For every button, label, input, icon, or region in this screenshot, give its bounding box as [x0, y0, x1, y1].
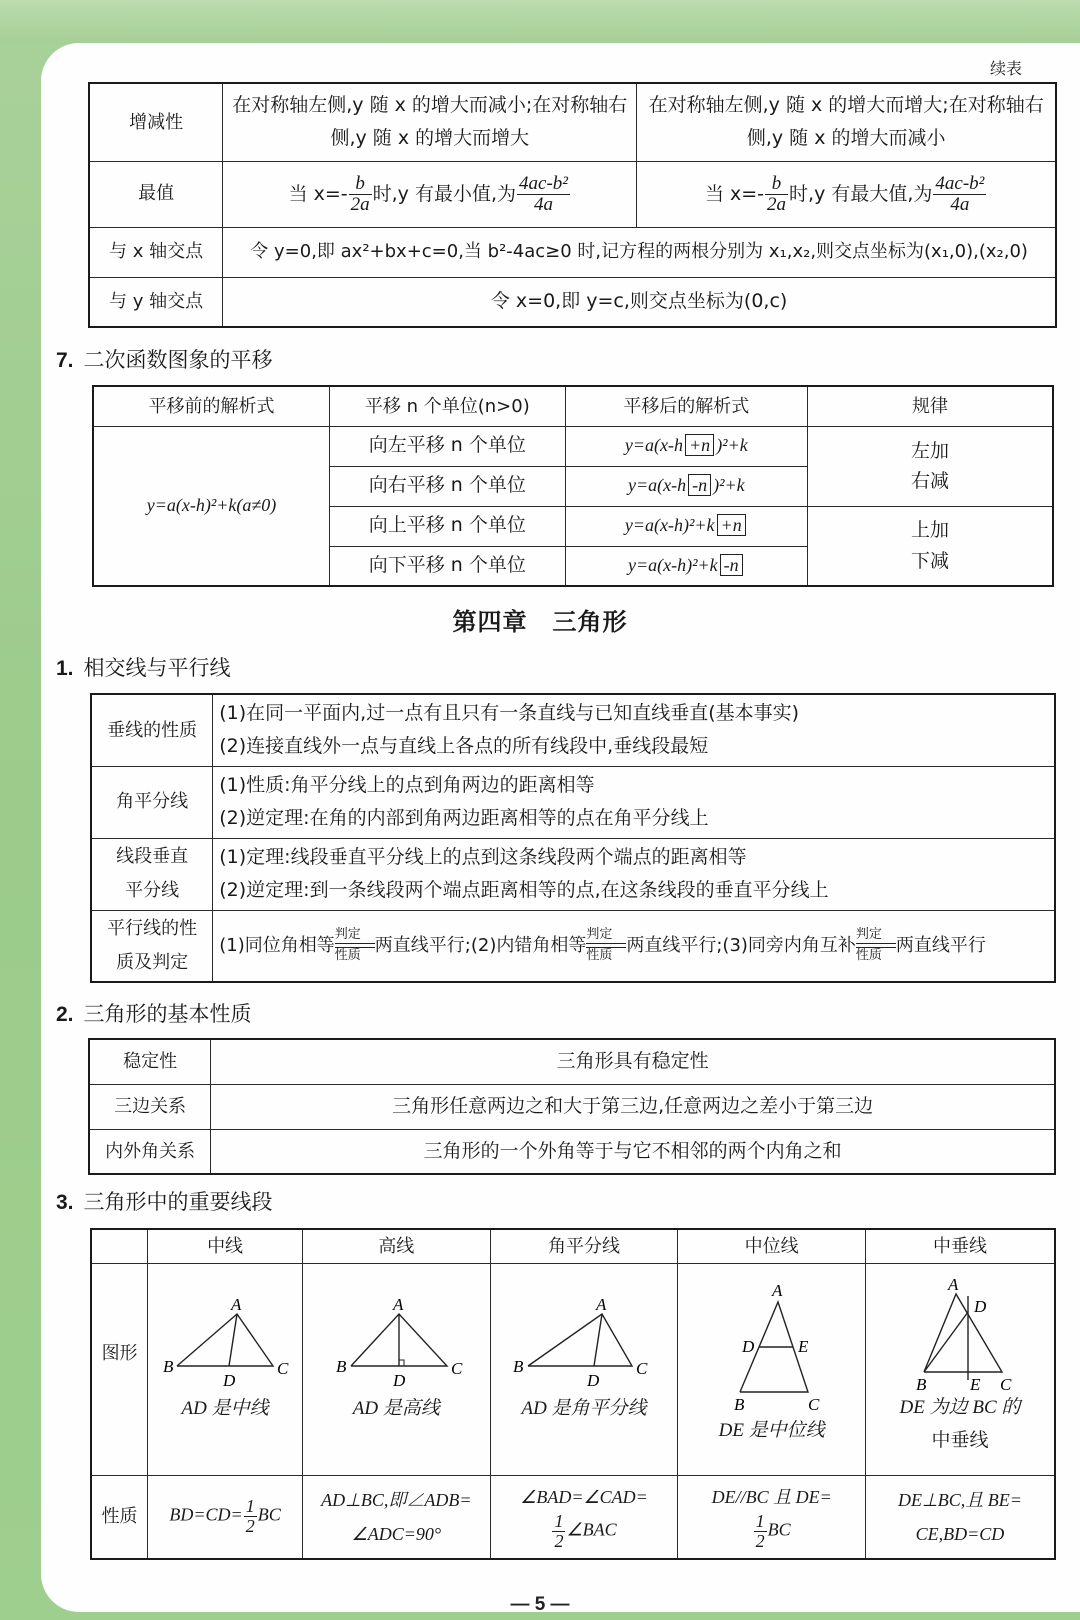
- figure-caption: [303, 1392, 490, 1425]
- text: BC: [767, 1519, 791, 1540]
- figure-cell-altitude: [303, 1263, 491, 1475]
- row-label: [91, 910, 213, 982]
- label-line: 平行线的性: [107, 917, 198, 939]
- svg-text:B: B: [733, 1394, 745, 1414]
- rule-vertical: [808, 506, 1053, 586]
- text: y=a(x-h: [627, 475, 687, 496]
- numerator: 1: [554, 1510, 564, 1531]
- fraction: [933, 174, 986, 215]
- angle-bisector-triangle-figure: [504, 1292, 664, 1392]
- label-line: 线段垂直: [116, 845, 189, 867]
- caption-line: 中垂线: [931, 1428, 989, 1451]
- rule-text: 左加: [911, 439, 950, 462]
- svg-text:C: C: [807, 1394, 819, 1414]
- row-label: 图形: [91, 1263, 148, 1475]
- cell-y-intercept: 令 x=0,即 y=c,则交点坐标为(0,c): [223, 277, 1056, 327]
- numerator: 1: [755, 1510, 765, 1531]
- text: 两直线平行;: [374, 934, 471, 956]
- svg-text:D: D: [393, 1370, 406, 1390]
- figure-cell-perpendicular-bisector: [865, 1263, 1055, 1475]
- table-row: [91, 694, 1055, 766]
- shift-description: 向上平移 n 个单位: [330, 506, 565, 546]
- text: y=a(x-h: [624, 435, 684, 456]
- arrow-top-label: 判定: [855, 926, 882, 942]
- property-midline: [678, 1475, 866, 1559]
- cell-extreme-max: [637, 161, 1056, 227]
- svg-text:E: E: [797, 1336, 809, 1356]
- section-heading-3: [56, 1186, 273, 1216]
- content-line: (2)逆定理:在角的内部到角两边距离相等的点在角平分线上: [219, 807, 709, 829]
- quadratic-properties-table: [88, 82, 1057, 328]
- row-label: 最值: [89, 161, 223, 227]
- text: y=a(x-h)²+k: [624, 515, 715, 536]
- section-number: 1.: [56, 657, 74, 680]
- property-line: CE,BD=CD: [915, 1523, 1005, 1544]
- translation-table: [92, 385, 1054, 587]
- continued-label: 续表: [989, 59, 1022, 78]
- fraction: [552, 1512, 565, 1551]
- table-row: [89, 1129, 1055, 1174]
- content-line: (2)逆定理:到一条线段两个端点距离相等的点,在这条线段的垂直平分线上: [219, 879, 829, 901]
- table-row: [89, 1039, 1055, 1084]
- arrow-top-label: 判定: [334, 926, 361, 942]
- arrow-bottom-label: 性质: [586, 948, 613, 964]
- perpendicular-bisector-triangle-figure: [890, 1272, 1030, 1392]
- property-perpendicular-bisector: [865, 1475, 1055, 1559]
- row-content: 三角形具有稳定性: [211, 1039, 1055, 1084]
- background-top-strip: [0, 0, 1080, 44]
- property-line: [491, 1512, 678, 1551]
- section-number: 3.: [56, 1191, 74, 1214]
- cell-increasing-right: 在对称轴左侧,y 随 x 的增大而增大;在对称轴右侧,y 随 x 的增大而减小: [637, 83, 1056, 161]
- equivalence-arrow-icon: [586, 928, 626, 964]
- table-header-row: [91, 1229, 1055, 1263]
- section-number: 7.: [56, 349, 74, 372]
- column-header: 中位线: [678, 1229, 866, 1263]
- shifted-formula: [565, 546, 808, 586]
- table-row: [89, 161, 1056, 227]
- text: 时,y 有最小值,为: [372, 182, 517, 205]
- denominator: 4a: [534, 193, 553, 215]
- column-header: 中线: [148, 1229, 303, 1263]
- equivalence-arrow-icon: [856, 928, 896, 964]
- row-content: [213, 838, 1055, 910]
- triangle-basic-table: [88, 1038, 1056, 1175]
- row-label: [91, 838, 213, 910]
- property-bisector: [490, 1475, 678, 1559]
- cell-x-intercept: 令 y=0,即 ax²+bx+c=0,当 b²-4ac≥0 时,记方程的两根分别为 x₁,x₂,则交点坐标为(x₁,0),(x₂,0): [223, 227, 1056, 277]
- svg-text:A: A: [771, 1280, 783, 1300]
- cell-increasing-left: 在对称轴左侧,y 随 x 的增大而减小;在对称轴右侧,y 随 x 的增大而增大: [223, 83, 637, 161]
- text: 两直线平行: [895, 934, 986, 956]
- section-title: 三角形中的重要线段: [83, 1190, 273, 1214]
- svg-text:B: B: [513, 1356, 524, 1376]
- text: ∠BAC: [566, 1519, 617, 1540]
- svg-text:A: A: [596, 1294, 607, 1314]
- table-row: [89, 277, 1056, 327]
- figure-cell-bisector: [490, 1263, 678, 1475]
- rule-text: 上加: [911, 519, 950, 542]
- rule-text: 右减: [911, 470, 950, 492]
- svg-text:D: D: [587, 1370, 600, 1390]
- arrow-top-label: 判定: [586, 926, 613, 942]
- section-heading-7: [56, 344, 273, 374]
- svg-text:B: B: [163, 1356, 174, 1376]
- cell-extreme-min: [223, 161, 637, 227]
- content-line: (2)连接直线外一点与直线上各点的所有线段中,垂线段最短: [219, 735, 709, 758]
- content-line: (1)性质:角平分线上的点到角两边的距离相等: [219, 773, 595, 796]
- column-header: 中垂线: [865, 1229, 1055, 1263]
- shifted-formula: [565, 466, 808, 506]
- boxed-term: +n: [717, 514, 746, 536]
- figure-caption: [491, 1392, 678, 1425]
- row-content: [213, 766, 1055, 838]
- label-line: 质及判定: [116, 951, 189, 973]
- text: y=a(x-h)²+k: [627, 555, 718, 575]
- table-header-row: [93, 386, 1053, 426]
- fraction: [244, 1497, 257, 1536]
- denominator: 2a: [767, 193, 787, 215]
- table-row: [89, 83, 1056, 161]
- caption-text: AD 是高线: [352, 1397, 440, 1419]
- row-label: 角平分线: [91, 766, 213, 838]
- text: (2)内错角相等: [470, 934, 587, 956]
- svg-text:A: A: [231, 1294, 242, 1314]
- row-label: 性质: [91, 1475, 148, 1559]
- caption-line: DE 为边 BC 的: [899, 1396, 1021, 1418]
- svg-text:B: B: [336, 1356, 347, 1376]
- original-formula: y=a(x-h)²+k(a≠0): [93, 426, 330, 586]
- svg-text:D: D: [741, 1336, 754, 1356]
- denominator: 4a: [950, 193, 970, 215]
- numerator: 4ac-b²: [519, 172, 568, 194]
- text: 当 x=-: [704, 182, 765, 205]
- svg-text:C: C: [999, 1374, 1012, 1392]
- section-title: 三角形的基本性质: [83, 1002, 252, 1026]
- row-label: 垂线的性质: [91, 694, 213, 766]
- row-label: 三边关系: [89, 1084, 211, 1129]
- property-line: ∠BAD=∠CAD=: [520, 1486, 648, 1507]
- content-line: (1)定理:线段垂直平分线上的点到这条线段两个端点的距离相等: [219, 845, 747, 868]
- property-line: [678, 1512, 865, 1551]
- median-triangle-figure: [155, 1292, 295, 1392]
- table-row-properties: [91, 1475, 1055, 1559]
- property-line: DE⊥BC,且 BE=: [898, 1489, 1022, 1510]
- boxed-term: -n: [688, 474, 711, 496]
- property-line: DE//BC 且 DE=: [711, 1486, 832, 1507]
- section-title: 相交线与平行线: [83, 656, 231, 680]
- row-label: 与 x 轴交点: [89, 227, 223, 277]
- page-number: — 5 —: [510, 1594, 570, 1615]
- figure-caption: [866, 1392, 1054, 1457]
- row-content: [213, 694, 1055, 766]
- rule-horizontal: [808, 426, 1053, 506]
- text: )²+k: [716, 435, 748, 456]
- row-content: 三角形的一个外角等于与它不相邻的两个内角之和: [211, 1129, 1055, 1174]
- row-content: 三角形任意两边之和大于第三边,任意两边之差小于第三边: [211, 1084, 1055, 1129]
- shift-description: 向下平移 n 个单位: [330, 546, 565, 586]
- svg-text:D: D: [223, 1370, 236, 1390]
- midline-triangle-figure: [702, 1280, 842, 1414]
- row-label: 与 y 轴交点: [89, 277, 223, 327]
- column-header: 平移后的解析式: [565, 386, 808, 426]
- column-header: 高线: [303, 1229, 491, 1263]
- lines-table: [90, 693, 1056, 983]
- fraction: [349, 174, 372, 215]
- row-label: 稳定性: [89, 1039, 211, 1084]
- row-label: 增减性: [89, 83, 223, 161]
- svg-text:E: E: [969, 1374, 981, 1392]
- table-row: [91, 766, 1055, 838]
- shifted-formula: [565, 506, 808, 546]
- label-line: 平分线: [125, 880, 180, 901]
- figure-caption: [148, 1392, 302, 1425]
- svg-text:C: C: [636, 1358, 648, 1378]
- table-row: [91, 838, 1055, 910]
- column-header: 平移 n 个单位(n>0): [330, 386, 565, 426]
- important-segments-table: [90, 1228, 1056, 1560]
- denominator: 2a: [350, 193, 370, 215]
- section-title: 二次函数图象的平移: [83, 348, 273, 372]
- denominator: 2: [245, 1516, 255, 1537]
- property-altitude: [303, 1475, 491, 1559]
- svg-text:C: C: [451, 1358, 463, 1378]
- svg-text:A: A: [393, 1294, 404, 1314]
- column-header: 规律: [808, 386, 1053, 426]
- arrow-bottom-label: 性质: [855, 948, 882, 964]
- figure-caption: [678, 1414, 865, 1447]
- denominator: 2: [755, 1530, 765, 1551]
- table-row: [89, 1084, 1055, 1129]
- denominator: 2: [554, 1530, 564, 1551]
- column-header: 平移前的解析式: [93, 386, 330, 426]
- fraction: [765, 174, 788, 215]
- table-row: [91, 910, 1055, 982]
- property-median: [148, 1475, 303, 1559]
- figure-cell-median: [148, 1263, 303, 1475]
- column-header: 角平分线: [490, 1229, 678, 1263]
- content-line: (1)在同一平面内,过一点有且只有一条直线与已知直线垂直(基本事实): [219, 702, 800, 724]
- boxed-term: +n: [685, 434, 714, 456]
- caption-text: AD 是中线: [181, 1397, 269, 1419]
- property-line: AD⊥BC,即∠ADB=: [321, 1489, 472, 1510]
- svg-text:A: A: [947, 1274, 959, 1294]
- table-row-figures: [91, 1263, 1055, 1475]
- numerator: b: [349, 174, 372, 195]
- table-row: [89, 227, 1056, 277]
- shifted-formula: [565, 426, 808, 466]
- text: 两直线平行;: [626, 934, 723, 956]
- shift-description: 向右平移 n 个单位: [330, 466, 565, 506]
- caption-text: AD 是角平分线: [521, 1397, 647, 1419]
- column-header: [91, 1229, 148, 1263]
- section-number: 2.: [56, 1003, 74, 1026]
- numerator: b: [765, 174, 788, 195]
- fraction: [517, 174, 570, 215]
- shift-description: 向左平移 n 个单位: [330, 426, 565, 466]
- text: 当 x=-: [288, 182, 348, 205]
- text: )²+k: [713, 475, 745, 496]
- caption-text: DE 是中位线: [718, 1419, 825, 1441]
- rule-text: 下减: [911, 549, 950, 572]
- altitude-triangle-figure: [321, 1292, 471, 1392]
- fraction: [754, 1512, 767, 1551]
- svg-text:C: C: [277, 1358, 289, 1378]
- arrow-bottom-label: 性质: [334, 948, 361, 964]
- text: BC: [257, 1504, 281, 1525]
- svg-text:D: D: [973, 1296, 987, 1316]
- row-label: 内外角关系: [89, 1129, 211, 1174]
- svg-text:B: B: [915, 1374, 927, 1392]
- text: BD=CD=: [169, 1504, 243, 1525]
- text: (3)同旁内角互补: [722, 934, 856, 956]
- row-content: [213, 910, 1055, 982]
- text: (1)同位角相等: [219, 934, 335, 956]
- section-heading-2: [56, 998, 252, 1028]
- boxed-term: -n: [720, 554, 743, 576]
- numerator: 1: [245, 1496, 255, 1517]
- numerator: 4ac-b²: [935, 172, 985, 194]
- chapter-title: 第四章 三角形: [452, 608, 628, 636]
- table-row: [93, 426, 1053, 466]
- figure-cell-midline: [678, 1263, 866, 1475]
- property-line: ∠ADC=90°: [351, 1523, 442, 1544]
- equivalence-arrow-icon: [335, 928, 375, 964]
- text: 时,y 有最大值,为: [789, 182, 933, 205]
- section-heading-1: [56, 652, 231, 682]
